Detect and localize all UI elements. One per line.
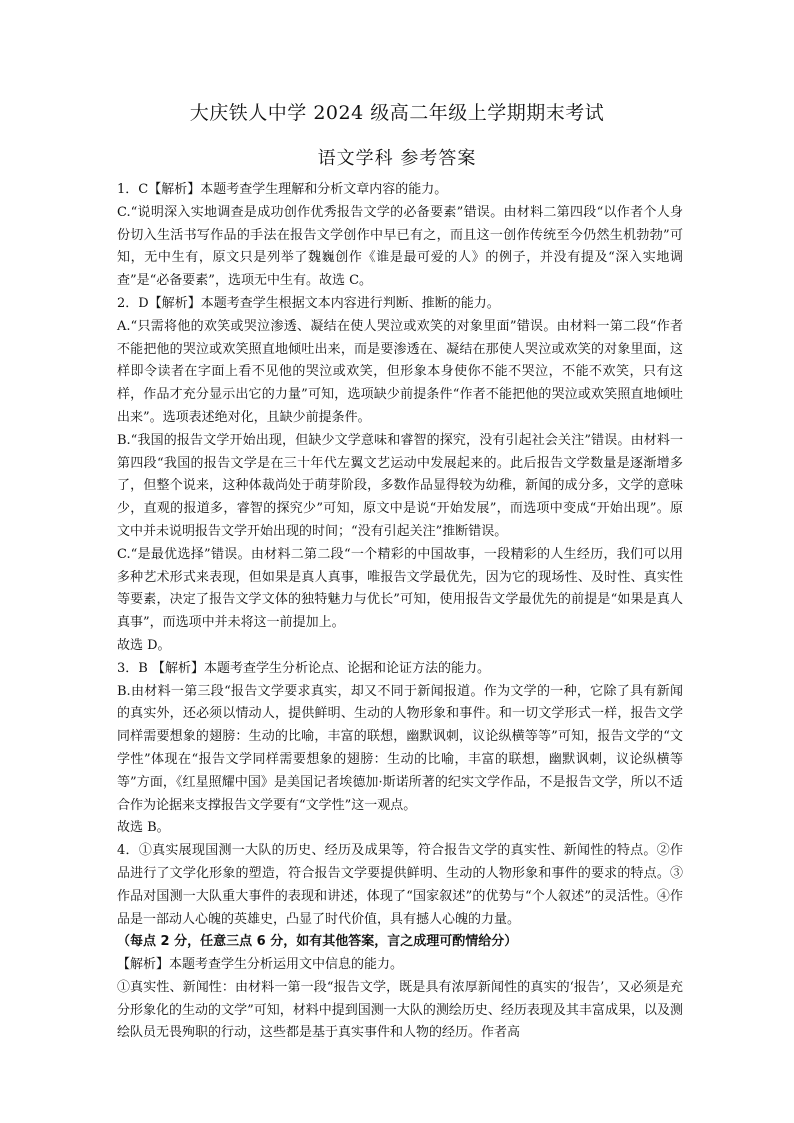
q1-answer-heading: 1．C【解析】本题考查学生理解和分析文章内容的能力。 <box>117 182 448 197</box>
q4-scoring-note: （每点 2 分，任意三点 6 分，如有其他答案，言之成理可酌情给分） <box>117 934 518 950</box>
q4-analysis-point-1: ①真实性、新闻性：由材料一第一段“报告文学，既是具有浓厚新闻性的真实的‘报告’，又必须是充分形象化的生动的文学”可知，材料中提到国测一大队的测绘历史、经历表现及其丰富成果，以及测绘队员无畏殉职的行动，这些都是基于真实事件和人物的经历。作者高 <box>117 979 683 1041</box>
document-subtitle: 语文学科 参考答案 <box>317 148 477 169</box>
q1-option-c-analysis: C.“说明深入实地调查是成功创作优秀报告文学的必备要素”错误。由材料二第四段“以作者个人身份切入生活书写作品的手法在报告文学创作中早已有之，而且这一创作传统至今仍然生机勃勃”可知，无中生有，原文只是列举了魏巍创作《谁是最可爱的人》的例子，并没有提及“深入实地调查”是“必备要素”，选项无中生有。故选 C。 <box>117 204 683 289</box>
q2-option-b-analysis: B.“我国的报告文学开始出现，但缺少文学意味和睿智的探究，没有引起社会关注”错误。由材料一第四段“我国的报告文学是在三十年代左翼文艺运动中发展起来的。此后报告文学数量是逐渐增多了，但整个说来，这种体裁尚处于萌芽阶段，多数作品显得较为幼稚，新闻的成分多，文学的意味少，直观的报道多，睿智的探究少”可知，原文中是说“开始发展”，而选项中变成“开始出现”。原文中并未说明报告文学开始出现的时间；“没有引起关注”推断错误。 <box>117 432 683 539</box>
q2-option-c-analysis: C.“是最优选择”错误。由材料二第二段“一个精彩的中国故事，一段精彩的人生经历，我们可以用多种艺术形式来表现，但如果是真人真事，唯报告文学最优先，因为它的现场性、及时性、真实性等要素，决定了报告文学文体的独特魅力与优长”可知，使用报告文学最优先的前提是“如果是真人真事”，而选项中并未将这一前提加上。 <box>117 546 683 631</box>
q4-answer: 4．①真实展现国测一大队的历史、经历及成果等，符合报告文学的真实性、新闻性的特点。②作品进行了文学化形象的塑造，符合报告文学要提供鲜明、生动的人物形象和事件的要求的特点。③作品对国测一大队重大事件的表现和讲述，体现了“国家叙述”的优势与“个人叙述”的灵活性。④作品是一部动人心魄的英雄史，凸显了时代价值，具有撼人心魄的力量。 <box>117 843 683 927</box>
q3-conclusion: 故选 B。 <box>117 820 170 836</box>
document-title: 大庆铁人中学 2024 级高二年级上学期期末考试 <box>189 102 605 124</box>
q4-analysis-heading: 【解析】本题考查学生分析运用文中信息的能力。 <box>117 957 404 973</box>
answer-body <box>117 179 683 1045</box>
q2-option-a-analysis: A.“只需将他的欢笑或哭泣渗透、凝结在使人哭泣或欢笑的对象里面”错误。由材料一第二段“作者不能把他的哭泣或欢笑照直地倾吐出来，而是要渗透在、凝结在那使人哭泣或欢笑的对象里面，这样即令读者在字面上看不见他的哭泣或欢笑，但形象本身使你不能不哭泣，不能不欢笑，只有这样，作品才充分显示出它的力量”可知，选项缺少前提条件“作者不能把他的哭泣或欢笑照直地倾吐出来”。选项表述绝对化，且缺少前提条件。 <box>117 318 683 425</box>
q3-option-b-analysis: B.由材料一第三段“报告文学要求真实，却又不同于新闻报道。作为文学的一种，它除了具有新闻的真实外，还必须以情动人，提供鲜明、生动的人物形象和事件。和一切文学形式一样，报告文学同样需要想象的翅膀：生动的比喻，丰富的联想，幽默讽刺，议论纵横等等”可知，报告文学的“文学性”体现在“报告文学同样需要想象的翅膀：生动的比喻，丰富的联想，幽默讽刺，议论纵横等等”方面，《红星照耀中国》是美国记者埃德加·斯诺所著的纪实文学作品，不是报告文学，所以不适合作为论据来支撑报告文学要有“文学性”这一观点。 <box>117 683 683 813</box>
q3-answer-heading: 3．B 【解析】本题考查学生分析论点、论据和论证方法的能力。 <box>117 660 490 676</box>
q2-conclusion: 故选 D。 <box>117 637 171 653</box>
q2-answer-heading: 2．D【解析】本题考查学生根据文本内容进行判断、推断的能力。 <box>117 295 500 311</box>
